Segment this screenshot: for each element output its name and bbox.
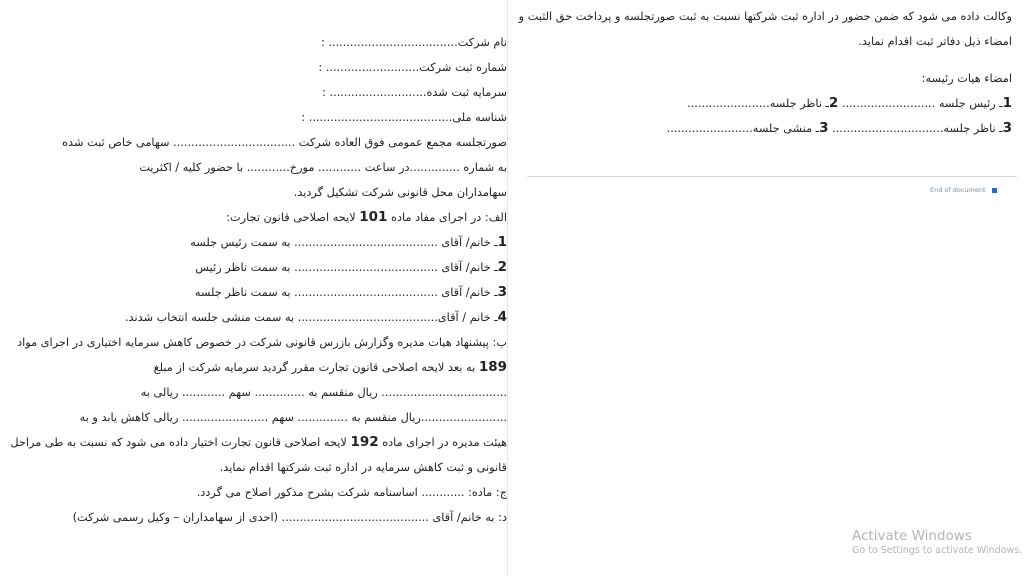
meeting-details-line: به شماره ..............در ساعت ............ مورخ............ با حضور کلیه / اکثریت	[139, 161, 507, 174]
watermark-title: Activate Windows	[852, 528, 972, 544]
board-member-4: 4ـ خانم / آقای....................................... به سمت منشی جلسه انتخاب شدند.	[124, 309, 507, 325]
minutes-heading-line: صورتجلسه مجمع عمومی فوق العاده شرکت .................................. سهامی خاص ثبت شده	[62, 136, 507, 149]
clause-b-line-1: ب: پیشنهاد هیات مدیره وگزارش بازرس قانونی شرکت در خصوص کاهش سرمایه اختیاری در اجرای مواد	[17, 336, 507, 349]
clause-b-line-2: 189 به بعد لایحه اصلاحی قانون تجارت مقرر گردید سرمایه شرکت از مبلغ	[153, 359, 507, 375]
registered-capital-field: سرمایه ثبت شده........................... :	[322, 86, 507, 99]
end-of-document-label: End of document	[930, 186, 997, 194]
company-name-field: نام شرکت.................................... :	[320, 36, 507, 49]
end-of-document-marker-icon	[992, 188, 997, 193]
signatures-heading: امضاء هیات رئیسه:	[921, 72, 1012, 85]
clause-c-line: ج: ماده: ............ اساسنامه شرکت بشرح مذکور اصلاح می گردد.	[196, 486, 507, 499]
board-member-1: 1ـ خانم/ آقای ........................................ به سمت رئیس جلسه	[190, 234, 507, 250]
activate-windows-watermark	[852, 528, 1022, 557]
document-page-left	[0, 0, 508, 576]
registration-number-field: شماره ثبت شرکت.......................... :	[318, 61, 507, 74]
article-192-line: هیئت مدیره در اجرای ماده 192 لایحه اصلاحی قانون تجارت اختیار داده می شود که نسبت به طی مراحل	[10, 434, 507, 450]
power-of-attorney-line: وکالت داده می شود که ضمن حضور در اداره ثبت شرکتها نسبت به ثبت صورتجلسه و پرداخت حق الثبت و	[518, 10, 1012, 23]
signature-instruction-line: امضاء ذیل دفاتر ثبت اقدام نماید.	[858, 35, 1012, 48]
capital-from-line: ................................... ریال منقسم به .............. سهم ............ ریالی به	[140, 386, 507, 399]
national-id-field: شناسه ملی........................................ :	[301, 111, 507, 124]
right-page-text	[518, 4, 1012, 141]
left-page-text	[9, 30, 507, 530]
capital-to-line: ........................ریال منقسم به .............. سهم ........................ ریالی کاهش یابد و به	[79, 411, 507, 424]
spacer	[522, 54, 1012, 66]
legal-steps-line: قانونی و ثبت کاهش سرمایه در اداره ثبت شرکتها اقدام نماید.	[219, 461, 507, 474]
document-page-right	[518, 0, 1024, 576]
clause-d-line: د: به خانم/ آقای ......................................... (احدی از سهامداران – وکیل رسمی شرکت)	[72, 511, 507, 524]
end-of-document-divider	[527, 176, 1017, 177]
shareholders-line: سهامداران محل قانونی شرکت تشکیل گردید.	[293, 186, 507, 199]
signature-line-1: 1ـ رئیس جلسه .......................... 2ـ ناظر جلسه.......................	[687, 95, 1012, 111]
signature-line-2: 3ـ ناظر جلسه............................... 3ـ منشی جلسه........................	[666, 120, 1012, 136]
watermark-subtitle: Go to Settings to activate Windows.	[852, 545, 1023, 556]
board-member-2: 2ـ خانم/ آقای ........................................ به سمت ناظر رئیس	[195, 259, 507, 275]
board-member-3: 3ـ خانم/ آقای ........................................ به سمت ناظر جلسه	[194, 284, 507, 300]
clause-a-line: الف: در اجرای مفاد ماده 101 لایحه اصلاحی قانون تجارت:	[226, 209, 507, 225]
